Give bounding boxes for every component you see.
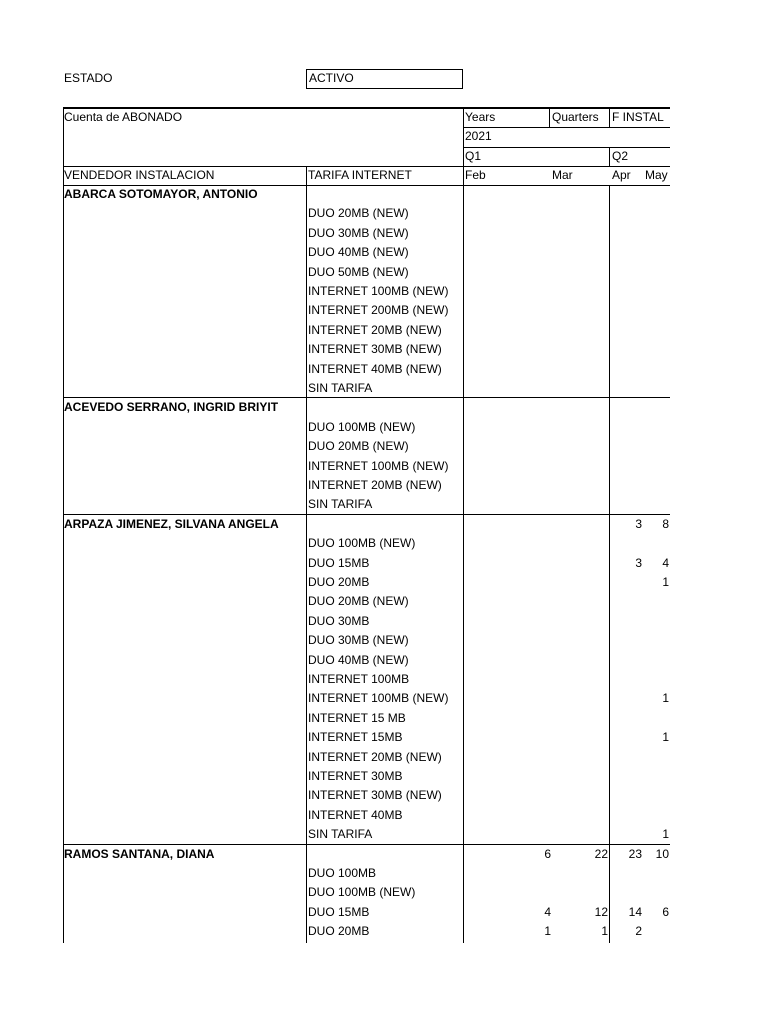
value-cell xyxy=(511,631,551,650)
years-header[interactable]: Years xyxy=(465,110,496,124)
tariff-name[interactable]: INTERNET 15MB xyxy=(308,730,403,745)
value-cell xyxy=(511,457,551,476)
value-cell xyxy=(511,573,551,592)
row-header-vendor[interactable]: VENDEDOR INSTALACION xyxy=(64,168,215,182)
value-cell xyxy=(629,301,669,320)
value-cell xyxy=(629,495,669,514)
value-cell xyxy=(511,263,551,282)
tariff-name[interactable]: DUO 20MB (NEW) xyxy=(308,439,409,454)
value-cell xyxy=(511,418,551,437)
value-cell xyxy=(511,360,551,379)
filter-label: ESTADO xyxy=(64,71,113,85)
value-cell: 4 xyxy=(544,904,551,919)
tariff-name[interactable]: INTERNET 200MB (NEW) xyxy=(308,303,449,318)
tariff-name[interactable]: INTERNET 40MB xyxy=(308,807,403,822)
tariff-name[interactable]: INTERNET 20MB (NEW) xyxy=(308,749,442,764)
tariff-name[interactable]: DUO 100MB xyxy=(308,866,377,880)
value-cell xyxy=(629,418,669,437)
tariff-name[interactable]: DUO 100MB (NEW) xyxy=(308,419,416,434)
tariff-name[interactable]: DUO 30MB xyxy=(308,613,370,628)
value-cell xyxy=(629,379,669,398)
value-cell xyxy=(629,767,669,786)
value-cell xyxy=(511,185,551,204)
value-cell xyxy=(511,806,551,825)
month-may: May xyxy=(645,168,668,182)
value-cell xyxy=(511,340,551,359)
value-cell: 1 xyxy=(662,691,669,706)
value-cell xyxy=(511,767,551,786)
value-cell xyxy=(511,651,551,670)
value-cell xyxy=(511,437,551,456)
value-cell xyxy=(511,515,551,534)
value-cell: 6 xyxy=(662,904,669,919)
tariff-name[interactable]: DUO 15MB xyxy=(308,555,370,570)
quarter-q2: Q2 xyxy=(612,149,629,163)
tariff-name[interactable]: DUO 20MB (NEW) xyxy=(308,206,409,221)
value-cell: 8 xyxy=(662,516,669,531)
vendor-name[interactable]: RAMOS SANTANA, DIANA xyxy=(64,846,215,861)
month-apr: Apr xyxy=(612,168,631,182)
value-cell xyxy=(511,379,551,398)
tariff-name[interactable]: INTERNET 30MB (NEW) xyxy=(308,342,442,357)
tariff-name[interactable]: DUO 15MB xyxy=(308,904,370,919)
value-cell xyxy=(629,612,669,631)
value-cell: 14 xyxy=(628,904,642,919)
value-cell xyxy=(511,864,551,883)
value-cell xyxy=(511,534,551,553)
month-feb: Feb xyxy=(465,168,486,182)
tariff-name[interactable]: DUO 50MB (NEW) xyxy=(308,264,409,279)
tariff-name[interactable]: INTERNET 20MB (NEW) xyxy=(308,478,442,492)
tariff-name[interactable]: INTERNET 100MB (NEW) xyxy=(308,691,449,706)
value-cell: 23 xyxy=(628,846,642,861)
tariff-name[interactable]: DUO 40MB (NEW) xyxy=(308,245,409,260)
value-cell xyxy=(511,612,551,631)
tariff-name[interactable]: INTERNET 100MB (NEW) xyxy=(308,458,449,473)
value-cell xyxy=(629,398,669,417)
value-cell xyxy=(629,340,669,359)
value-cell xyxy=(629,631,669,650)
value-cell: 6 xyxy=(544,846,551,861)
value-cell: 10 xyxy=(655,846,669,861)
tariff-name[interactable]: INTERNET 30MB (NEW) xyxy=(308,788,442,803)
tariff-name[interactable]: INTERNET 100MB xyxy=(308,672,410,686)
tariff-name[interactable]: INTERNET 100MB (NEW) xyxy=(308,284,449,298)
value-cell xyxy=(629,263,669,282)
year-label: 2021 xyxy=(465,129,492,143)
value-cell xyxy=(629,592,669,611)
value-cell xyxy=(511,282,551,301)
value-cell xyxy=(511,243,551,262)
tariff-name[interactable]: SIN TARIFA xyxy=(308,497,373,512)
value-cell xyxy=(511,592,551,611)
value-cell xyxy=(511,554,551,573)
header-divider xyxy=(549,108,550,127)
month-mar: Mar xyxy=(552,168,573,182)
quarter-q1: Q1 xyxy=(465,149,482,163)
value-cell xyxy=(629,185,669,204)
value-cell xyxy=(511,204,551,223)
value-cell xyxy=(629,786,669,805)
value-cell xyxy=(629,360,669,379)
header-line xyxy=(463,127,670,128)
value-cell xyxy=(629,670,669,689)
row-header-tariff[interactable]: TARIFA INTERNET xyxy=(308,168,412,182)
value-cell xyxy=(629,864,669,883)
tariff-name[interactable]: SIN TARIFA xyxy=(308,381,373,395)
tariff-name[interactable]: DUO 100MB (NEW) xyxy=(308,885,416,900)
value-cell xyxy=(629,748,669,767)
tariff-name[interactable]: DUO 20MB xyxy=(308,924,370,939)
column-divider xyxy=(463,108,464,943)
quarters-header[interactable]: Quarters xyxy=(552,110,599,124)
value-cell xyxy=(511,883,551,902)
value-cell xyxy=(629,922,669,941)
value-cell: 3 xyxy=(635,555,642,570)
value-cell: 2 xyxy=(635,924,642,939)
vendor-name[interactable]: ACEVEDO SERRANO, INGRID BRIYIT xyxy=(64,400,279,415)
tariff-name[interactable]: DUO 20MB (NEW) xyxy=(308,594,409,609)
value-cell xyxy=(511,786,551,805)
value-cell xyxy=(629,282,669,301)
tariff-name[interactable]: DUO 20MB xyxy=(308,575,370,589)
vendor-name[interactable]: ARPAZA JIMENEZ, SILVANA ANGELA xyxy=(64,516,279,531)
value-cell xyxy=(629,651,669,670)
value-cell xyxy=(511,670,551,689)
value-cell xyxy=(629,204,669,223)
value-cell xyxy=(629,321,669,340)
tariff-name[interactable]: INTERNET 30MB xyxy=(308,769,403,783)
value-cell xyxy=(629,437,669,456)
tariff-name[interactable]: SIN TARIFA xyxy=(308,827,373,842)
measure-label: Cuenta de ABONADO xyxy=(64,110,183,124)
tariff-name[interactable]: INTERNET 20MB (NEW) xyxy=(308,322,442,337)
column-divider xyxy=(306,166,307,943)
value-cell: 1 xyxy=(601,924,608,939)
field-header[interactable]: F INSTAL xyxy=(612,110,664,124)
value-cell: 1 xyxy=(662,827,669,842)
value-cell xyxy=(629,883,669,902)
value-cell xyxy=(511,825,551,844)
value-cell: 3 xyxy=(635,516,642,531)
value-cell: 1 xyxy=(662,575,669,589)
value-cell xyxy=(511,476,551,495)
vendor-name[interactable]: ABARCA SOTOMAYOR, ANTONIO xyxy=(64,187,258,201)
value-cell: 22 xyxy=(594,846,608,861)
value-cell xyxy=(629,224,669,243)
value-cell xyxy=(511,748,551,767)
value-cell xyxy=(629,476,669,495)
value-cell xyxy=(511,321,551,340)
tariff-name[interactable]: INTERNET 40MB (NEW) xyxy=(308,361,442,376)
tariff-name[interactable]: INTERNET 15 MB xyxy=(308,710,406,725)
value-cell: 1 xyxy=(662,730,669,745)
value-cell xyxy=(511,398,551,417)
value-cell xyxy=(511,709,551,728)
quarter-divider xyxy=(609,147,610,167)
tariff-name[interactable]: DUO 40MB (NEW) xyxy=(308,652,409,667)
tariff-name[interactable]: DUO 30MB (NEW) xyxy=(308,633,409,648)
value-cell xyxy=(511,728,551,747)
header-divider xyxy=(609,108,610,127)
filter-value[interactable]: ACTIVO xyxy=(309,71,354,85)
tariff-name[interactable]: DUO 30MB (NEW) xyxy=(308,225,409,240)
tariff-name[interactable]: DUO 100MB (NEW) xyxy=(308,536,416,551)
value-cell xyxy=(511,495,551,514)
value-cell: 1 xyxy=(544,924,551,939)
value-cell: 12 xyxy=(594,904,608,919)
value-cell: 4 xyxy=(662,555,669,570)
value-cell xyxy=(629,709,669,728)
value-cell xyxy=(629,806,669,825)
header-line xyxy=(463,147,670,148)
value-cell xyxy=(511,301,551,320)
value-cell xyxy=(511,224,551,243)
value-cell xyxy=(629,457,669,476)
value-cell xyxy=(629,243,669,262)
value-cell xyxy=(511,689,551,708)
value-cell xyxy=(629,534,669,553)
